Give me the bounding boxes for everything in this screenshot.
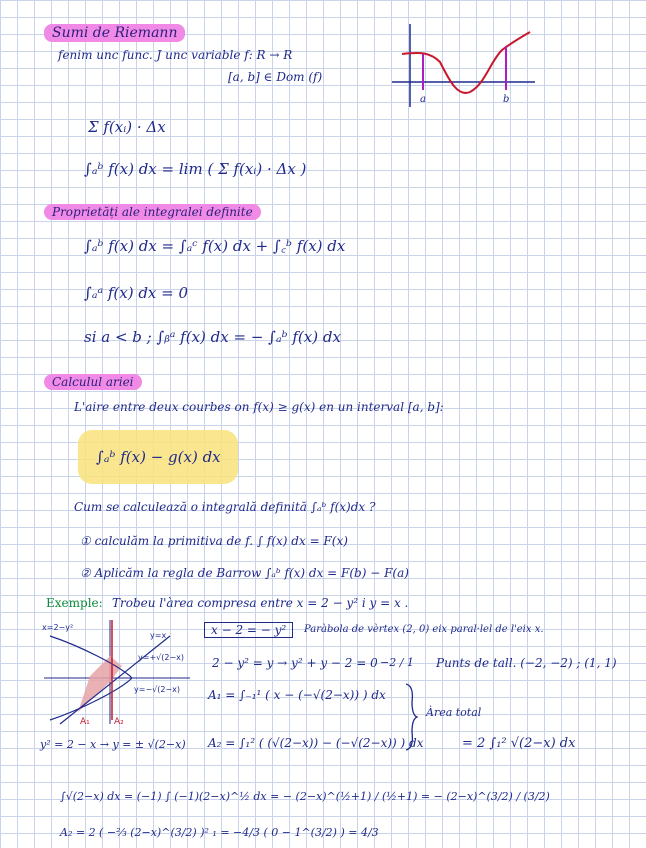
area-question: Cum se calculează o integrală definită ∫ₐᵇ f(x)dx ?	[74, 500, 376, 514]
sketch-label-sqrt-pos: y=+√(2−x)	[138, 653, 185, 662]
example-sketch	[40, 616, 200, 726]
sketch-label-sqrt-neg: y=−√(2−x)	[134, 685, 181, 694]
example-statement: Trobeu l'àrea compresa entre x = 2 − y² i y = x .	[112, 596, 409, 610]
riemann-heading: Sumi de Riemann	[44, 24, 185, 42]
example-last: A₂ = 2 ( −⅔ (2−x)^(3/2) )² ₁ = −4/3 ( 0 − 1^(3/2) ) = 4/3	[60, 826, 379, 839]
example-label: Exemple:	[46, 596, 103, 610]
example-roots: −2 / 1	[380, 656, 414, 669]
example-calc: ∫√(2−x) dx = (−1) ∫ (−1)(2−x)^½ dx = − (2−x)^(½+1) / (½+1) = − (2−x)^(3/2) / (3/2)	[60, 790, 550, 803]
sketch-line-yx	[60, 636, 170, 724]
riemann-integral: ∫ₐᵇ f(x) dx = lim ( Σ f(xᵢ) · Δx )	[84, 160, 307, 178]
example-line-eq: 2 − y² = y → y² + y − 2 = 0	[212, 656, 378, 670]
example-brace	[404, 682, 418, 752]
area-heading: Calculul ariei	[44, 374, 142, 390]
example-a2: A₂ = ∫₁² ( (√(2−x)) − (−√(2−x)) ) dx	[208, 736, 424, 750]
area-step2: ② Aplicăm la regla de Barrow ∫ₐᵇ f(x) dx = F(b) − F(a)	[80, 566, 409, 580]
properties-heading: Proprietăți ale integralei definite	[44, 204, 261, 220]
area-intro: L'aire entre deux courbes on f(x) ≥ g(x) en un interval [a, b]:	[74, 400, 444, 414]
sketch-label-yx: y=x	[150, 631, 167, 640]
example-vertex-note: Paràbola de vèrtex (2, 0) eix paral·lel de l'eix x.	[304, 624, 544, 635]
riemann-sum: Σ f(xᵢ) · Δx	[88, 118, 166, 136]
property-swap: si a < b ; ∫ᵦᵃ f(x) dx = − ∫ₐᵇ f(x) dx	[84, 328, 341, 346]
property-additivity: ∫ₐᵇ f(x) dx = ∫ₐᶜ f(x) dx + ∫꜀ᵇ f(x) dx	[84, 237, 346, 255]
property-zero: ∫ₐᵃ f(x) dx = 0	[84, 284, 189, 302]
example-box-eq: x − 2 = − y²	[204, 622, 293, 638]
riemann-line1: fenim unc func. J unc variable f: R → R	[58, 48, 293, 62]
area-formula: ∫ₐᵇ f(x) − g(x) dx	[96, 448, 221, 466]
example-eq-y2: y² = 2 − x → y = ± √(2−x)	[40, 738, 186, 751]
riemann-graph	[390, 22, 540, 112]
graph-curve	[402, 32, 530, 93]
sketch-label-xeq: x=2−y²	[42, 623, 74, 632]
example-area-total: Àrea total	[426, 706, 482, 719]
example-cut-points: Punts de tall. (−2, −2) ; (1, 1)	[436, 656, 617, 670]
example-result: = 2 ∫₁² √(2−x) dx	[462, 736, 576, 751]
graph-label-a: a	[420, 94, 426, 105]
sketch-label-a2: A₂	[114, 717, 124, 726]
graph-label-b: b	[503, 94, 510, 105]
riemann-line2: [a, b] ∈ Dom (f)	[228, 70, 323, 84]
sketch-label-a1: A₁	[80, 717, 90, 726]
example-a1: A₁ = ∫₋₁¹ ( x − (−√(2−x)) ) dx	[208, 688, 386, 702]
area-step1: ① calculăm la primitiva de f. ∫ f(x) dx = F(x)	[80, 534, 348, 548]
